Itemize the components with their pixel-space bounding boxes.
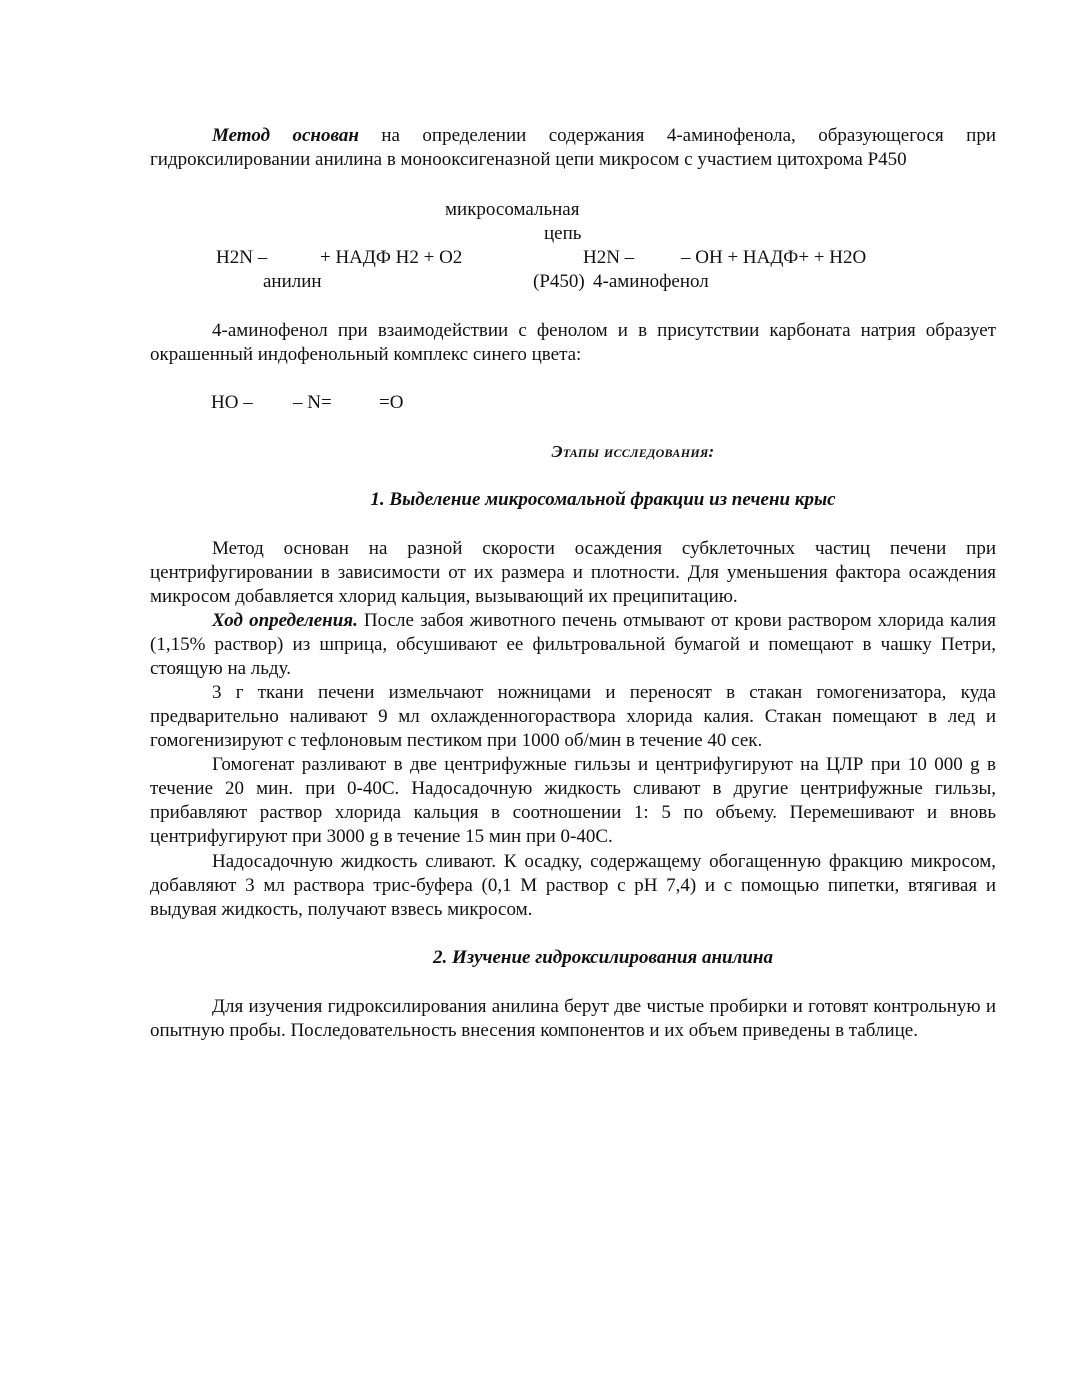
label-p450: (Р450) (533, 271, 585, 292)
stages-heading: Этапы исследования: (551, 442, 715, 461)
aminophenol-paragraph: 4-аминофенол при взаимодействии с фенолом и в присутствии карбоната натрия образует окрашенный индофенольный комплекс синего цвета: (150, 320, 996, 365)
section2-paragraph-1: Для изучения гидроксилирования анилина берут две чистые пробирки и готовят контрольную и опытную пробы. Последовательность внесения компонентов и их объем приведены в таблице. (150, 996, 996, 1041)
section1-paragraph-4: Гомогенат разливают в две центрифужные гильзы и центрифугируют на ЦЛР при 10 000 g в течение 20 мин. при 0-40С. Надосадочную жидкость сливают в другие центрифужные гильзы, прибавляют раствор хлорида кальция в соотношении 1: 5 по объему. Перемешивают и вновь центрифугируют при 3000 g в течение 15 мин при 0-40С. (150, 754, 996, 847)
eq2-part1: НО – (211, 392, 253, 413)
section1-paragraph-5: Надосадочную жидкость сливают. К осадку, содержащему обогащенную фракцию микросом, добавляют 3 мл раствора трис-буфера (0,1 М раствор с рН 7,4) и с помощью пипетки, втягивая и выдувая жидкость, получают взвесь микросом. (150, 851, 996, 920)
eq2-part2: – N= (293, 392, 332, 413)
procedure-text: После забоя животного печень отмывают от крови раствором хлорида калия (1,15% раствор) из шприца, обсушивают ее фильтровальной бумагой и помещают в чашку Петри, стоящую на льду. (150, 610, 997, 679)
right-reactant: H2N – (583, 247, 635, 268)
left-rest: + НАДФ Н2 + О2 (320, 247, 463, 268)
section2-heading: 2. Изучение гидроксилирования анилина (433, 947, 773, 968)
catalyst-label-line1: микросомальная (445, 199, 580, 220)
section1-paragraph-3: 3 г ткани печени измельчают ножницами и переносят в стакан гомогенизатора, куда предварительно наливают 9 мл охлажденногораствора хлорида калия. Стакан помещают в лед и гомогенизируют с тефлоновым пестиком при 1000 об/мин в течение 40 сек. (150, 682, 996, 751)
section1-heading: 1. Выделение микросомальной фракции из печени крыс (370, 489, 836, 510)
intro-lead: Метод основан (212, 125, 359, 146)
left-reactant: H2N – (216, 247, 268, 268)
section1-paragraph-2 (150, 609, 996, 681)
catalyst-label-line2: цепь (544, 223, 582, 244)
intro-text: на определении содержания 4-аминофенола, образующегося при гидроксилировании анилина в монооксигеназной цепи микросом с участием цитохрома Р450 (150, 125, 996, 170)
label-aminophenol: 4-аминофенол (593, 271, 709, 292)
label-aniline: анилин (263, 271, 322, 292)
procedure-lead: Ход определения. (212, 610, 358, 631)
intro-paragraph (150, 124, 996, 172)
section1-paragraph-1: Метод основан на разной скорости осаждения субклеточных частиц печени при центрифугировании в зависимости от их размера и плотности. Для уменьшения фактора осаждения микросом добавляется хлорид кальция, вызывающий их преципитацию. (150, 538, 996, 607)
eq2-part3: =О (379, 392, 404, 413)
right-rest: – ОН + НАДФ+ + Н2О (681, 247, 867, 268)
